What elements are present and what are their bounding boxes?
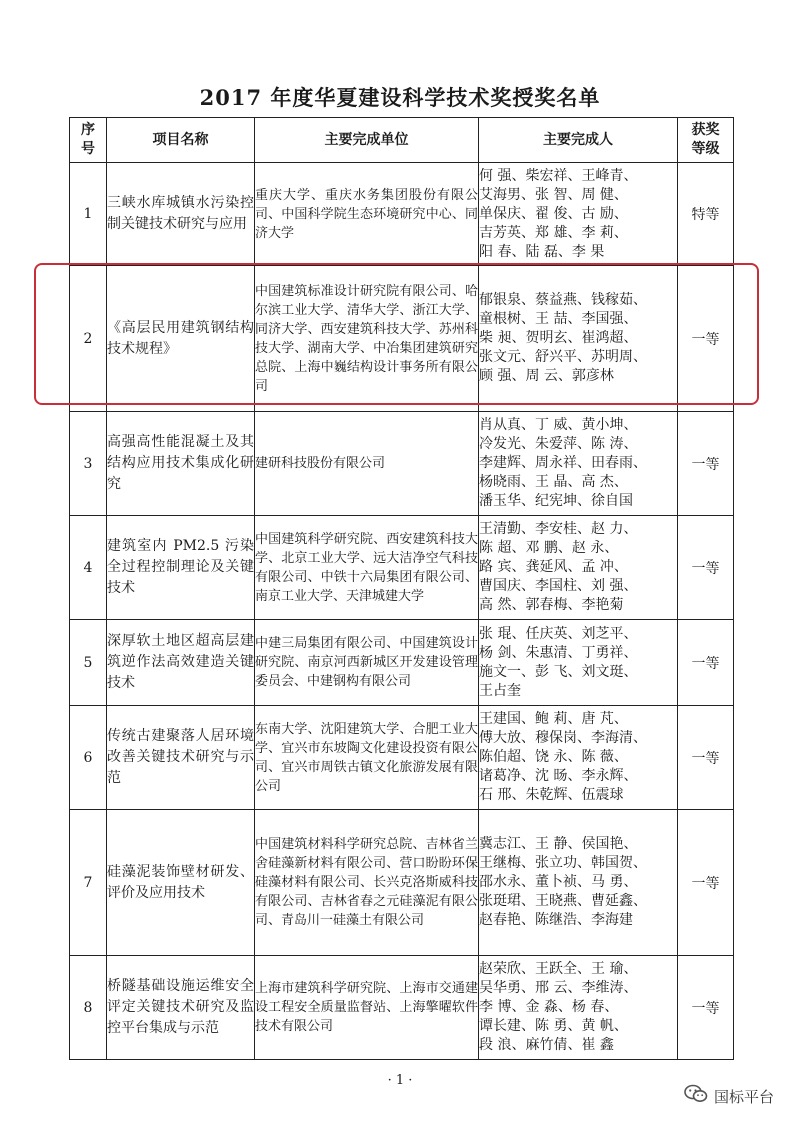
person-line: 阳 春、陆 磊、李 果 [479, 243, 605, 260]
row-people [479, 163, 678, 266]
row-seq: 2 [70, 266, 107, 412]
person-line: 柴 昶、贺明玄、崔鸿超、 [479, 330, 638, 346]
row-seq: 4 [70, 516, 107, 620]
row-unit: 重庆大学、重庆水务集团股份有限公司、中国科学院生态环境研究中心、同济大学 [255, 163, 479, 266]
person-line: 陈伯超、饶 永、陈 薇、 [479, 749, 628, 765]
row-seq: 8 [70, 956, 107, 1060]
page-number: · 1 · [387, 1073, 413, 1088]
person-line: 王清勤、李安桂、赵 力、 [479, 521, 638, 537]
person-line: 郁银泉、蔡益燕、钱稼茹、 [479, 292, 647, 308]
row-level: 一等 [678, 706, 734, 810]
row-seq: 5 [70, 620, 107, 706]
person-line: 李建辉、周永祥、田春雨、 [479, 455, 647, 471]
table-header-row [70, 118, 734, 163]
person-line: 赵荣欣、王跃全、王 瑜、 [479, 961, 638, 977]
person-line: 杨 剑、朱惠清、丁勇祥、 [479, 644, 638, 661]
table-row [70, 810, 734, 956]
person-line: 张文元、舒兴平、苏明周、 [479, 349, 647, 365]
row-unit: 中国建筑材料科学研究总院、吉林省兰舍硅藻新材料有限公司、营口盼盼环保硅藻材料有限公司、长兴克洛斯威科技有限公司、吉林省春之元硅藻泥有限公司、青岛川一硅藻土有限公司 [255, 810, 479, 956]
row-seq: 1 [70, 163, 107, 266]
person-line: 高 然、郭春梅、李艳菊 [479, 597, 624, 613]
header-project: 项目名称 [107, 118, 255, 163]
row-project: 传统古建聚落人居环境改善关键技术研究与示范 [107, 706, 255, 810]
header-level: 获奖等级 [678, 118, 734, 163]
table-row [70, 412, 734, 516]
person-line: 张珽珺、王晓燕、曹延鑫、 [479, 893, 647, 909]
row-people [479, 412, 678, 516]
row-unit: 建研科技股份有限公司 [255, 412, 479, 516]
header-unit: 主要完成单位 [255, 118, 479, 163]
row-seq: 3 [70, 412, 107, 516]
page-title: 2017 年度华夏建设科学技术奖授奖名单 [199, 85, 601, 110]
person-line: 石 邢、朱乾辉、伍震球 [479, 787, 624, 803]
table-row [70, 620, 734, 706]
row-level: 一等 [678, 810, 734, 956]
person-line: 诸葛净、沈 旸、李永辉、 [479, 768, 638, 784]
person-line: 施文一、彭 飞、刘文珽、 [479, 663, 638, 680]
row-project: 建筑室内 PM2.5 污染全过程控制理论及关键技术 [107, 516, 255, 620]
person-line: 吴华勇、邢 云、李维涛、 [479, 980, 638, 996]
row-level: 一等 [678, 266, 734, 412]
person-line: 冷发光、朱爱萍、陈 涛、 [479, 436, 638, 452]
header-people: 主要完成人 [479, 118, 678, 163]
person-line: 顾 强、周 云、郭彦林 [479, 368, 614, 384]
row-people [479, 516, 678, 620]
row-project: 桥隧基础设施运维安全评定关键技术研究及监控平台集成与示范 [107, 956, 255, 1060]
person-line: 童根树、王 喆、李国强、 [479, 311, 638, 327]
table-row [70, 956, 734, 1060]
person-line: 王继梅、张立功、韩国贺、 [479, 855, 647, 871]
person-line: 段 浪、麻竹倩、崔 鑫 [479, 1037, 614, 1053]
row-level: 一等 [678, 412, 734, 516]
person-line: 邵水永、董卜祯、马 勇、 [479, 874, 638, 890]
person-line: 赵春艳、陈继浩、李海建 [479, 912, 633, 928]
row-level: 一等 [678, 620, 734, 706]
row-unit: 中国建筑标准设计研究院有限公司、哈尔滨工业大学、清华大学、浙江大学、同济大学、西安建筑科技大学、苏州科技大学、湖南大学、中冶集团建筑研究总院、上海中巍结构设计事务所有限公司 [255, 266, 479, 412]
watermark-text: 国标平台 [713, 1087, 774, 1106]
row-level: 一等 [678, 516, 734, 620]
table-row [70, 163, 734, 266]
row-level: 一等 [678, 956, 734, 1060]
wechat-icon [684, 1084, 708, 1108]
row-level: 特等 [678, 163, 734, 266]
person-line: 傅大放、穆保岗、李海清、 [479, 730, 647, 746]
person-line: 陈 超、邓 鹏、赵 永、 [479, 540, 619, 556]
row-seq: 7 [70, 810, 107, 956]
person-line: 王占奎 [479, 682, 521, 699]
row-people [479, 956, 678, 1060]
row-people [479, 810, 678, 956]
table-row [70, 706, 734, 810]
row-unit: 东南大学、沈阳建筑大学、合肥工业大学、宜兴市东坡陶文化建设投资有限公司、宜兴市周铁古镇文化旅游发展有限公司 [255, 706, 479, 810]
person-line: 冀志江、王 静、侯国艳、 [479, 836, 638, 852]
row-unit: 中建三局集团有限公司、中国建筑设计研究院、南京河西新城区开发建设管理委员会、中建钢构有限公司 [255, 620, 479, 706]
person-line: 路 宾、龚延风、孟 冲、 [479, 559, 628, 575]
person-line: 何 强、柴宏祥、王峰青、 [479, 167, 638, 184]
person-line: 肖从真、丁 威、黄小坤、 [479, 417, 638, 433]
row-unit: 中国建筑科学研究院、西安建筑科技大学、北京工业大学、远大洁净空气科技有限公司、中铁十六局集团有限公司、南京工业大学、天津城建大学 [255, 516, 479, 620]
person-line: 谭长建、陈 勇、黄 帆、 [479, 1018, 628, 1034]
row-2-highlight-box [34, 263, 759, 405]
person-line: 单保庆、翟 俊、古 励、 [479, 205, 628, 222]
row-unit: 上海市建筑科学研究院、上海市交通建设工程安全质量监督站、上海擎曜软件技术有限公司 [255, 956, 479, 1060]
watermark [684, 1084, 774, 1108]
row-project: 高强高性能混凝土及其结构应用技术集成化研究 [107, 412, 255, 516]
row-project: 《高层民用建筑钢结构技术规程》 [107, 266, 255, 412]
person-line: 艾海男、张 智、周 健、 [479, 186, 628, 203]
header-seq: 序号 [70, 118, 107, 163]
row-people [479, 706, 678, 810]
person-line: 曹国庆、李国柱、刘 强、 [479, 578, 638, 594]
person-line: 潘玉华、纪宪坤、徐自国 [479, 493, 633, 509]
row-project: 三峡水库城镇水污染控制关键技术研究与应用 [107, 163, 255, 266]
person-line: 杨晓雨、王 晶、高 杰、 [479, 474, 628, 490]
awards-table [69, 117, 734, 1060]
person-line: 李 博、金 淼、杨 春、 [479, 999, 619, 1015]
person-line: 吉芳英、郑 雄、李 莉、 [479, 224, 628, 241]
row-project: 深厚软土地区超高层建筑逆作法高效建造关键技术 [107, 620, 255, 706]
table-row [70, 516, 734, 620]
row-people [479, 620, 678, 706]
row-project: 硅藻泥装饰壁材研发、评价及应用技术 [107, 810, 255, 956]
person-line: 张 琨、任庆英、刘芝平、 [479, 625, 638, 642]
row-seq: 6 [70, 706, 107, 810]
person-line: 王建国、鲍 莉、唐 芃、 [479, 711, 628, 727]
